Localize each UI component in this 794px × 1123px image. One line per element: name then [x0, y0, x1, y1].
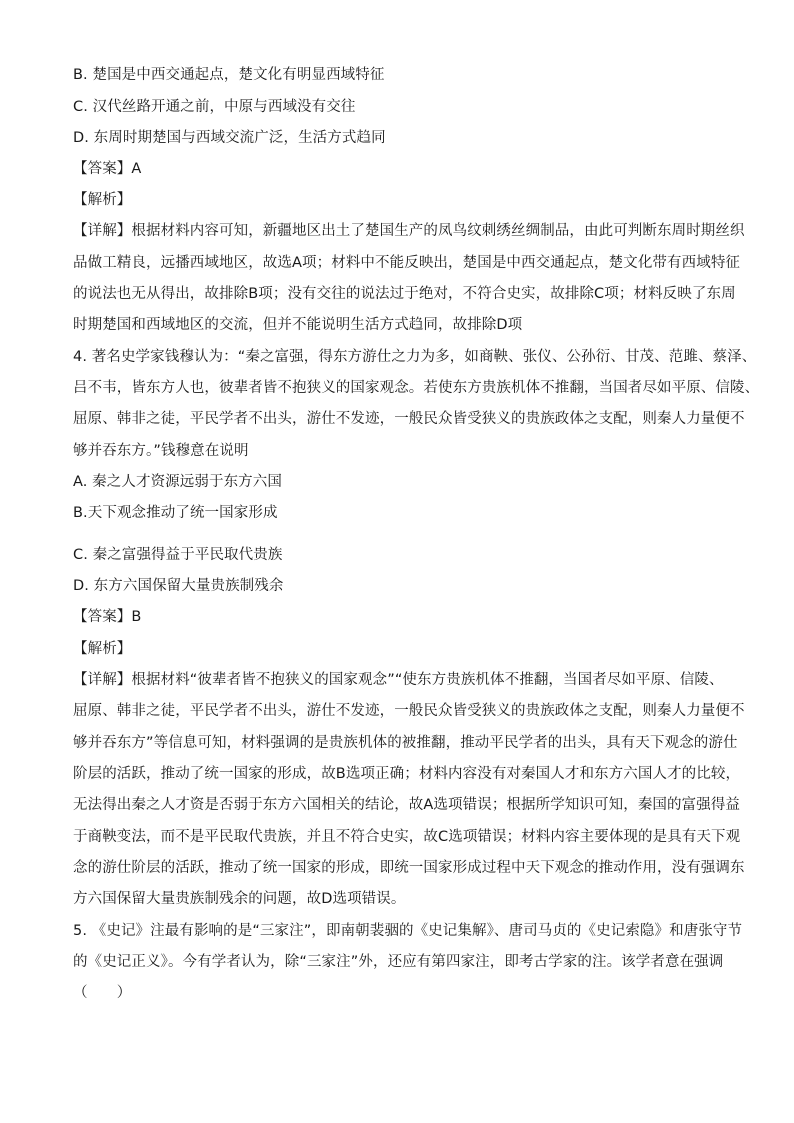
q4-option-c: C. 秦之富强得益于平民取代贵族: [73, 547, 283, 563]
q4-detail-line: 无法得出秦之人才资是否弱于东方六国相关的结论，故A选项错误；根据所学知识可知，秦国的富强得益: [73, 797, 741, 813]
q3-option-c: C. 汉代丝路开通之前，中原与西域没有交往: [73, 99, 356, 115]
q4-detail-line: 【详解】根据材料“彼辈者皆不抱狭义的国家观念”“使东方贵族机体不推翻，当国者尽如平原、信陵、: [73, 672, 724, 688]
q3-detail-line: 时期楚国和西域地区的交流，但并不能说明生活方式趋同，故排除D项: [73, 317, 523, 333]
q4-option-d: D. 东方六国保留大量贵族制残余: [73, 578, 284, 594]
q4-option-b: B.天下观念推动了统一国家形成: [73, 505, 278, 521]
q3-detail-line: 品做工精良，远播西域地区，故选A项；材料中不能反映出，楚国是中西交通起点，楚文化带有西域特征: [73, 255, 741, 271]
q4-detail-line: 念的游仕阶层的活跃，推动了统一国家的形成，即统一国家形成过程中天下观念的推动作用，没有强调东: [73, 860, 745, 876]
q3-option-b: B. 楚国是中西交通起点，楚文化有明显西域特征: [73, 67, 385, 83]
q4-stem-line: 屈原、韩非之徒，平民学者不出头，游仕不发迹，一般民众皆受狭义的贵族政体之支配，则秦人力量便不: [73, 411, 745, 427]
q4-stem-line: 4. 著名史学家钱穆认为：“秦之富强，得东方游仕之力为多，如商鞅、张仪、公孙衍、甘茂、范雎、蔡泽、: [73, 349, 757, 365]
q3-analysis-label: 【解析】: [73, 192, 132, 208]
q4-stem-line: 够并吞东方。”钱穆意在说明: [73, 443, 249, 459]
q4-option-a: A. 秦之人才资源远弱于东方六国: [73, 474, 282, 490]
q5-answer-bracket: （ ）: [73, 985, 132, 1001]
q3-option-d: D. 东周时期楚国与西域交流广泛，生活方式趋同: [73, 130, 386, 146]
q4-detail-line: 于商鞅变法，而不是平民取代贵族，并且不符合史实，故C选项错误；材料内容主要体现的是具有天下观: [73, 829, 741, 845]
q5-stem-line: 的《史记正义》。今有学者认为，除“三家注”外，还应有第四家注，即考古学家的注。该学者意在强调: [73, 954, 724, 970]
q4-analysis-label: 【解析】: [73, 641, 132, 657]
q3-answer: 【答案】A: [73, 161, 142, 177]
q3-detail-line: 【详解】根据材料内容可知，新疆地区出土了楚国生产的凤鸟纹刺绣丝绸制品，由此可判断东周时期丝织: [73, 223, 745, 239]
q4-detail-line: 屈原、韩非之徒，平民学者不出头，游仕不发迹，一般民众皆受狭义的贵族政体之支配，则秦人力量便不: [73, 703, 745, 719]
q5-stem-line: 5. 《史记》注最有影响的是“三家注”，即南朝裴骃的《史记集解》、唐司马贞的《史记索隐》和唐张守节: [73, 923, 743, 939]
q4-detail-line: 方六国保留大量贵族制残余的问题，故D选项错误。: [73, 891, 406, 907]
q3-detail-line: 的说法也无从得出，故排除B项；没有交往的说法过于绝对，不符合史实，故排除C项；材料反映了东周: [73, 286, 736, 302]
q4-answer: 【答案】B: [73, 609, 142, 625]
q4-stem-line: 吕不韦，皆东方人也，彼辈者皆不抱狭义的国家观念。若使东方贵族机体不推翻，当国者尽如平原、信陵、: [73, 380, 760, 396]
q4-detail-line: 够并吞东方”等信息可知，材料强调的是贵族机体的被推翻，推动平民学者的出头，具有天下观念的游仕: [73, 735, 738, 751]
q4-detail-line: 阶层的活跃，推动了统一国家的形成，故B选项正确；材料内容没有对秦国人才和东方六国人才的比较，: [73, 766, 741, 782]
